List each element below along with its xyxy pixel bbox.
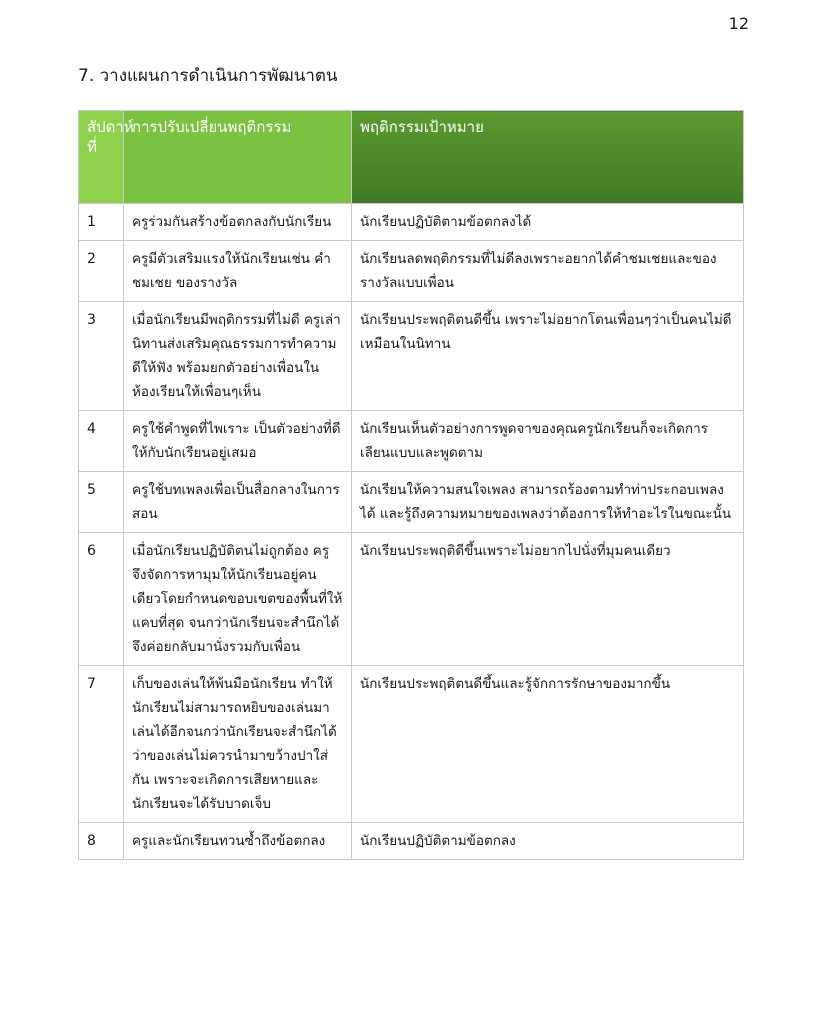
table-row — [79, 411, 744, 472]
behavior-change-cell: เมื่อนักเรียนปฏิบัติตนไม่ถูกต้อง ครูจึงจัดการหามุมให้นักเรียนอยู่คนเดียวโดยกำหนดขอบเขตของพื้นที่ให้แคบที่สุด จนกว่านักเรียนจะสำนึกได้ จึงค่อยกลับมานั่งรวมกับเพื่อน — [124, 533, 352, 666]
behavior-change-cell: ครูใช้บทเพลงเพื่อเป็นสื่อกลางในการสอน — [124, 472, 352, 533]
table-row — [79, 241, 744, 302]
behavior-change-cell: เมื่อนักเรียนมีพฤติกรรมที่ไม่ดี ครูเล่านิทานส่งเสริมคุณธรรมการทำความดีให้ฟัง พร้อมยกตัวอย่างเพื่อนในห้องเรียนให้เพื่อนๆเห็น — [124, 302, 352, 411]
table-row — [79, 533, 744, 666]
table-row — [79, 823, 744, 860]
table-row — [79, 302, 744, 411]
behavior-change-cell: ครูร่วมกันสร้างข้อตกลงกับนักเรียน — [124, 204, 352, 241]
section-title: 7. วางแผนการดำเนินการพัฒนาตน — [78, 66, 338, 86]
week-cell: 2 — [79, 241, 124, 302]
table-row — [79, 472, 744, 533]
week-cell: 6 — [79, 533, 124, 666]
target-behavior-cell: นักเรียนเห็นตัวอย่างการพูดจาของคุณครูนักเรียนก็จะเกิดการเลียนแบบและพูดตาม — [352, 411, 744, 472]
week-cell: 3 — [79, 302, 124, 411]
header-week: สัปดาห์ที่ — [79, 111, 124, 204]
target-behavior-cell: นักเรียนประพฤติตนดีขึ้นและรู้จักการรักษาของมากขึ้น — [352, 666, 744, 823]
target-behavior-cell: นักเรียนลดพฤติกรรมที่ไม่ดีลงเพราะอยากได้คำชมเชยและของรางวัลแบบเพื่อน — [352, 241, 744, 302]
table-header-row — [79, 111, 744, 204]
target-behavior-cell: นักเรียนประพฤติตนดีขึ้น เพราะไม่อยากโดนเพื่อนๆว่าเป็นคนไม่ดีเหมือนในนิทาน — [352, 302, 744, 411]
week-cell: 1 — [79, 204, 124, 241]
table-row — [79, 204, 744, 241]
target-behavior-cell: นักเรียนปฏิบัติตามข้อตกลง — [352, 823, 744, 860]
week-cell: 8 — [79, 823, 124, 860]
week-cell: 4 — [79, 411, 124, 472]
target-behavior-cell: นักเรียนประพฤติดีขึ้นเพราะไม่อยากไปนั่งที่มุมคนเดียว — [352, 533, 744, 666]
week-cell: 7 — [79, 666, 124, 823]
page-number: 12 — [728, 14, 749, 33]
behavior-change-cell: ครูมีตัวเสริมแรงให้นักเรียนเช่น คำชมเชย ของรางวัล — [124, 241, 352, 302]
target-behavior-cell: นักเรียนให้ความสนใจเพลง สามารถร้องตามทำท่าประกอบเพลงได้ และรู้ถึงความหมายของเพลงว่าต้องการให้ทำอะไรในขณะนั้น — [352, 472, 744, 533]
development-plan-table — [78, 110, 744, 860]
table-row — [79, 666, 744, 823]
header-target-behavior: พฤติกรรมเป้าหมาย — [352, 111, 744, 204]
behavior-change-cell: ครูและนักเรียนทวนซ้ำถึงข้อตกลง — [124, 823, 352, 860]
target-behavior-cell: นักเรียนปฏิบัติตามข้อตกลงได้ — [352, 204, 744, 241]
behavior-change-cell: ครูใช้คำพูดที่ไพเราะ เป็นตัวอย่างที่ดีให้กับนักเรียนอยู่เสมอ — [124, 411, 352, 472]
header-behavior-change: การปรับเปลี่ยนพฤติกรรม — [124, 111, 352, 204]
behavior-change-cell: เก็บของเล่นให้พ้นมือนักเรียน ทำให้นักเรียนไม่สามารถหยิบของเล่นมาเล่นได้อีกจนกว่านักเรียนจะสำนึกได้ว่าของเล่นไม่ควรนำมาขว้างปาใส่กัน เพราะจะเกิดการเสียหายและนักเรียนจะได้รับบาดเจ็บ — [124, 666, 352, 823]
week-cell: 5 — [79, 472, 124, 533]
